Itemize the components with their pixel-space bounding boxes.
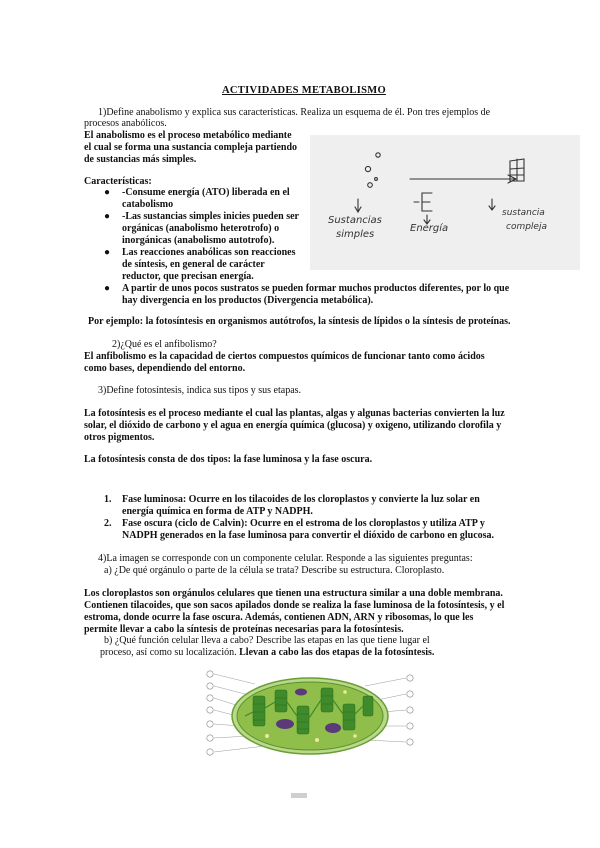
bullet-icon: ● [104,247,111,258]
characteristic-1-line-2: catabolismo [122,199,174,210]
phase-1-number: 1. [104,494,112,505]
question-4-intro: 4)La imagen se corresponde con un componente celular. Responde a las siguientes preguntas: [98,553,473,564]
sketch-label-energy: Energía [410,223,449,234]
question-3: 3)Define fotosíntesis, indica sus tipos y sus etapas. [98,385,302,396]
photosynthesis-answer-line-1: La fotosíntesis es el proceso mediante el cual las plantas, algas y algunas bacterias convierten la luz [84,408,505,419]
page-title: ACTIVIDADES METABOLISMO [222,85,386,96]
question-4b-answer: Llevan a cabo las dos etapas de la fotosíntesis. [239,647,435,658]
anabolism-definition-line-3: de sustancias más simples. [84,154,197,165]
bullet-icon: ● [104,187,111,198]
characteristic-4-line-1: A partir de unos pocos sustratos se pueden formar muchos productos diferentes, por lo que [122,283,510,294]
bullet-icon: ● [104,283,111,294]
characteristic-2-line-3: inorgánicas (anabolismo autotrofo). [122,235,275,246]
photosynthesis-answer-line-2: solar, el dióxido de carbono y el agua en energía química (glucosa) y oxigeno, utilizando clorofila y [84,420,502,431]
question-4b-line-2 [100,647,434,659]
characteristic-1-line-1: -Consume energía (ATO) liberada en el [122,187,290,198]
bullet-icon: ● [104,211,111,222]
anabolism-definition-line-1: El anabolismo es el proceso metabólico mediante [84,130,292,141]
chloroplast-answer-line-3: estroma, donde ocurre la fase oscura. Además, contienen ADN, ARN y ribosomas, lo que les [84,612,474,623]
question-2: 2)¿Qué es el anfibolismo? [112,339,217,350]
characteristic-2-line-1: -Las sustancias simples inicies pueden ser [122,211,299,222]
page-footer-mark [291,793,307,798]
photosynthesis-types: La fotosíntesis consta de dos tipos: la fase luminosa y la fase oscura. [84,454,373,465]
chloroplast-illustration [205,666,415,766]
amphibolism-answer-line-2: como bases, dependiendo del entorno. [84,363,246,374]
phase-2-number: 2. [104,518,112,529]
anabolism-sketch-drawing [310,135,580,270]
anabolism-examples: Por ejemplo: la fotosíntesis en organismos autótrofos, la síntesis de lípidos o la síntesis de proteínas. [88,316,511,327]
anabolism-definition-line-2: el cual se forma una sustancia compleja partiendo [84,142,298,153]
chloroplast-diagram [205,666,415,766]
chloroplast-answer-line-2: Contienen tilacoides, que son sacos apilados donde se realiza la fase luminosa de la fotosíntesis, y el [84,600,505,611]
photosynthesis-answer-line-3: otros pigmentos. [84,432,155,443]
anabolism-sketch-photo [310,135,580,270]
question-1-line-2: procesos anabólicos. [84,118,167,129]
characteristic-2-line-2: orgánicas (anabolismo heterotrofo) o [122,223,280,234]
characteristic-3-line-3: reductor, que precisan energía. [122,271,254,282]
phase-2-line-2: NADPH generados en la fase luminosa para convertir el dióxido de carbono en glucosa. [122,530,495,541]
characteristic-4-line-2: hay divergencia en los productos (Divergencia metabólica). [122,295,374,306]
question-4a: a) ¿De qué orgánulo o parte de la célula se trata? Describe su estructura. Cloroplasto. [104,565,445,576]
characteristic-3-line-2: de síntesis, en general de carácter [122,259,265,270]
phase-1-line-1: Fase luminosa: Ocurre en los tilacoides de los cloroplastos y convierte la luz solar en [122,494,480,505]
question-4b-line-1: b) ¿Qué función celular lleva a cabo? Describe las etapas en las que tiene lugar el [104,635,430,646]
characteristics-heading: Características: [84,176,152,187]
sketch-label-simple-1: Sustancias [328,215,382,226]
sketch-label-complex-1: sustancia [502,208,545,218]
sketch-label-complex-2: compleja [506,222,547,232]
chloroplast-answer-line-1: Los cloroplastos son orgánulos celulares que tienen una estructura similar a una doble membrana. [84,588,503,599]
characteristic-3-line-1: Las reacciones anabólicas son reacciones [122,247,296,258]
sketch-label-simple-2: simples [336,229,375,240]
phase-2-line-1: Fase oscura (ciclo de Calvin): Ocurre en el estroma de los cloroplastos y utiliza ATP y [122,518,485,529]
phase-1-line-2: energía química en forma de ATP y NADPH. [122,506,313,517]
question-1-line-1: 1)Define anabolismo y explica sus características. Realiza un esquema de él. Pon tres ejemplos de [98,107,491,118]
amphibolism-answer-line-1: El anfibolismo es la capacidad de ciertos compuestos químicos de funcionar tanto como ácidos [84,351,485,362]
question-4b-text: proceso, así como su localización. [100,647,237,658]
chloroplast-answer-line-4: permite llevar a cabo la síntesis de proteínas necesarias para la fotosíntesis. [84,624,404,635]
